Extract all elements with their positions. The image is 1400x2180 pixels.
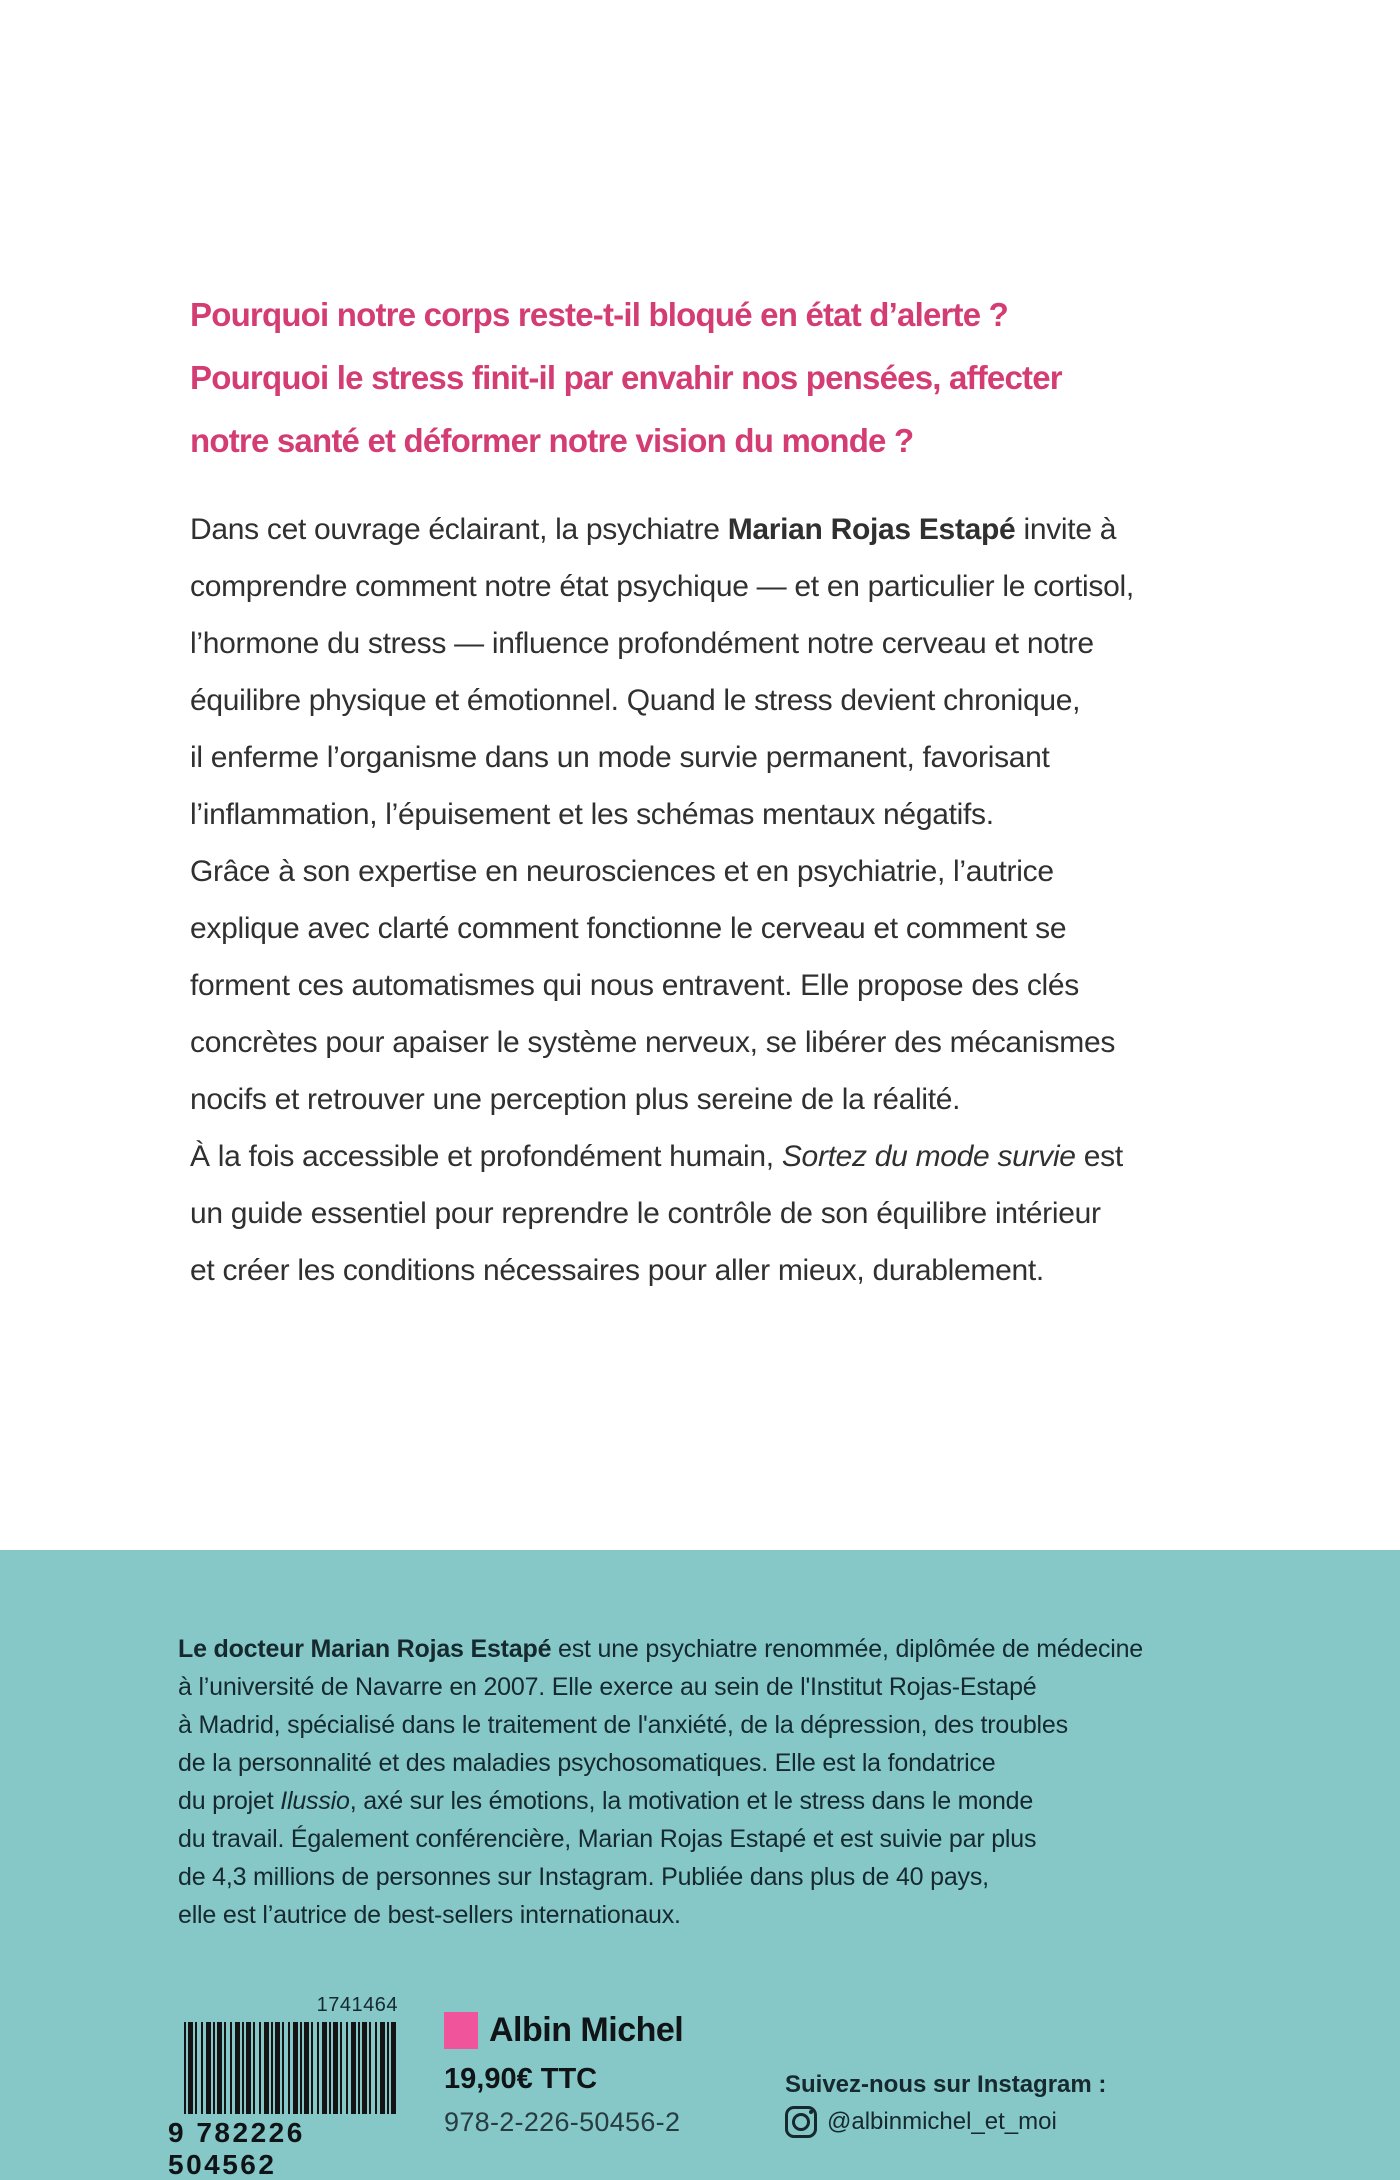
instagram-row (785, 2106, 1106, 2138)
publisher-name: Albin Michel (489, 2011, 684, 2049)
instagram-handle: @albinmichel_et_moi (827, 2108, 1057, 2135)
publisher-band (0, 1550, 1400, 2180)
instagram-label: Suivez-nous sur Instagram : (785, 2071, 1107, 2098)
instagram-icon (785, 2106, 817, 2138)
publisher-block (444, 2011, 683, 2138)
author-bio: Le docteur Marian Rojas Estapé est une psychiatre renommée, diplômée de médecine à l’université de Navarre en 2007. Elle exerce au sein de l'Institut Rojas-Estapé à Madrid, spécialisé dans le traitement de l'anxiété, de la dépression, des troubles de la personnalité et des maladies psychosomatiques. Elle est la fondatrice du projet Ilussio, axé sur les émotions, la motivation et le stress dans le monde du travail. Également conférencière, Marian Rojas Estapé et est suivie par plus de 4,3 millions de personnes sur Instagram. Publiée dans plus de 40 pays, elle est l’autrice de best-sellers internationaux. (178, 1635, 1144, 1929)
barcode-ean-number: 9 782226 504562 (168, 2117, 305, 2180)
headline: Pourquoi notre corps reste-t-il bloqué en état d’alerte ? Pourquoi le stress finit-il par envahir nos pensées, affecter notre santé et déformer notre vision du monde ? (190, 296, 1062, 459)
isbn: 978-2-226-50456-2 (444, 2107, 681, 2137)
synopsis-paragraph-1: Dans cet ouvrage éclairant, la psychiatre Marian Rojas Estapé invite à comprendre comment notre état psychique — et en particulier le cortisol, l’hormone du stress — influence profondément notre cerveau et notre équilibre physique et émotionnel. Quand le stress devient chronique, il enferme l’organisme dans un mode survie permanent, favorisant l’inflammation, l’épuisement et les schémas mentaux négatifs. (190, 513, 1134, 831)
price: 19,90€ TTC (444, 2063, 598, 2095)
barcode-top-number: 1741464 (316, 1994, 398, 2016)
barcode-block (168, 1994, 408, 2180)
synopsis-paragraph-2: Grâce à son expertise en neurosciences et en psychiatrie, l’autrice explique avec clarté comment fonctionne le cerveau et comment se forment ces automatismes qui nous entravent. Elle propose des clés concrètes pour apaiser le système nerveux, se libérer des mécanismes nocifs et retrouver une perception plus sereine de la réalité. (190, 855, 1116, 1116)
instagram-block (785, 2071, 1106, 2138)
albin-michel-logo-mark (444, 2012, 478, 2049)
publisher-logo (444, 2011, 683, 2050)
barcode-image (184, 2022, 397, 2114)
synopsis-paragraph-3: À la fois accessible et profondément humain, Sortez du mode survie est un guide essentiel pour reprendre le contrôle de son équilibre intérieur et créer les conditions nécessaires pour aller mieux, durablement. (190, 1140, 1123, 1287)
